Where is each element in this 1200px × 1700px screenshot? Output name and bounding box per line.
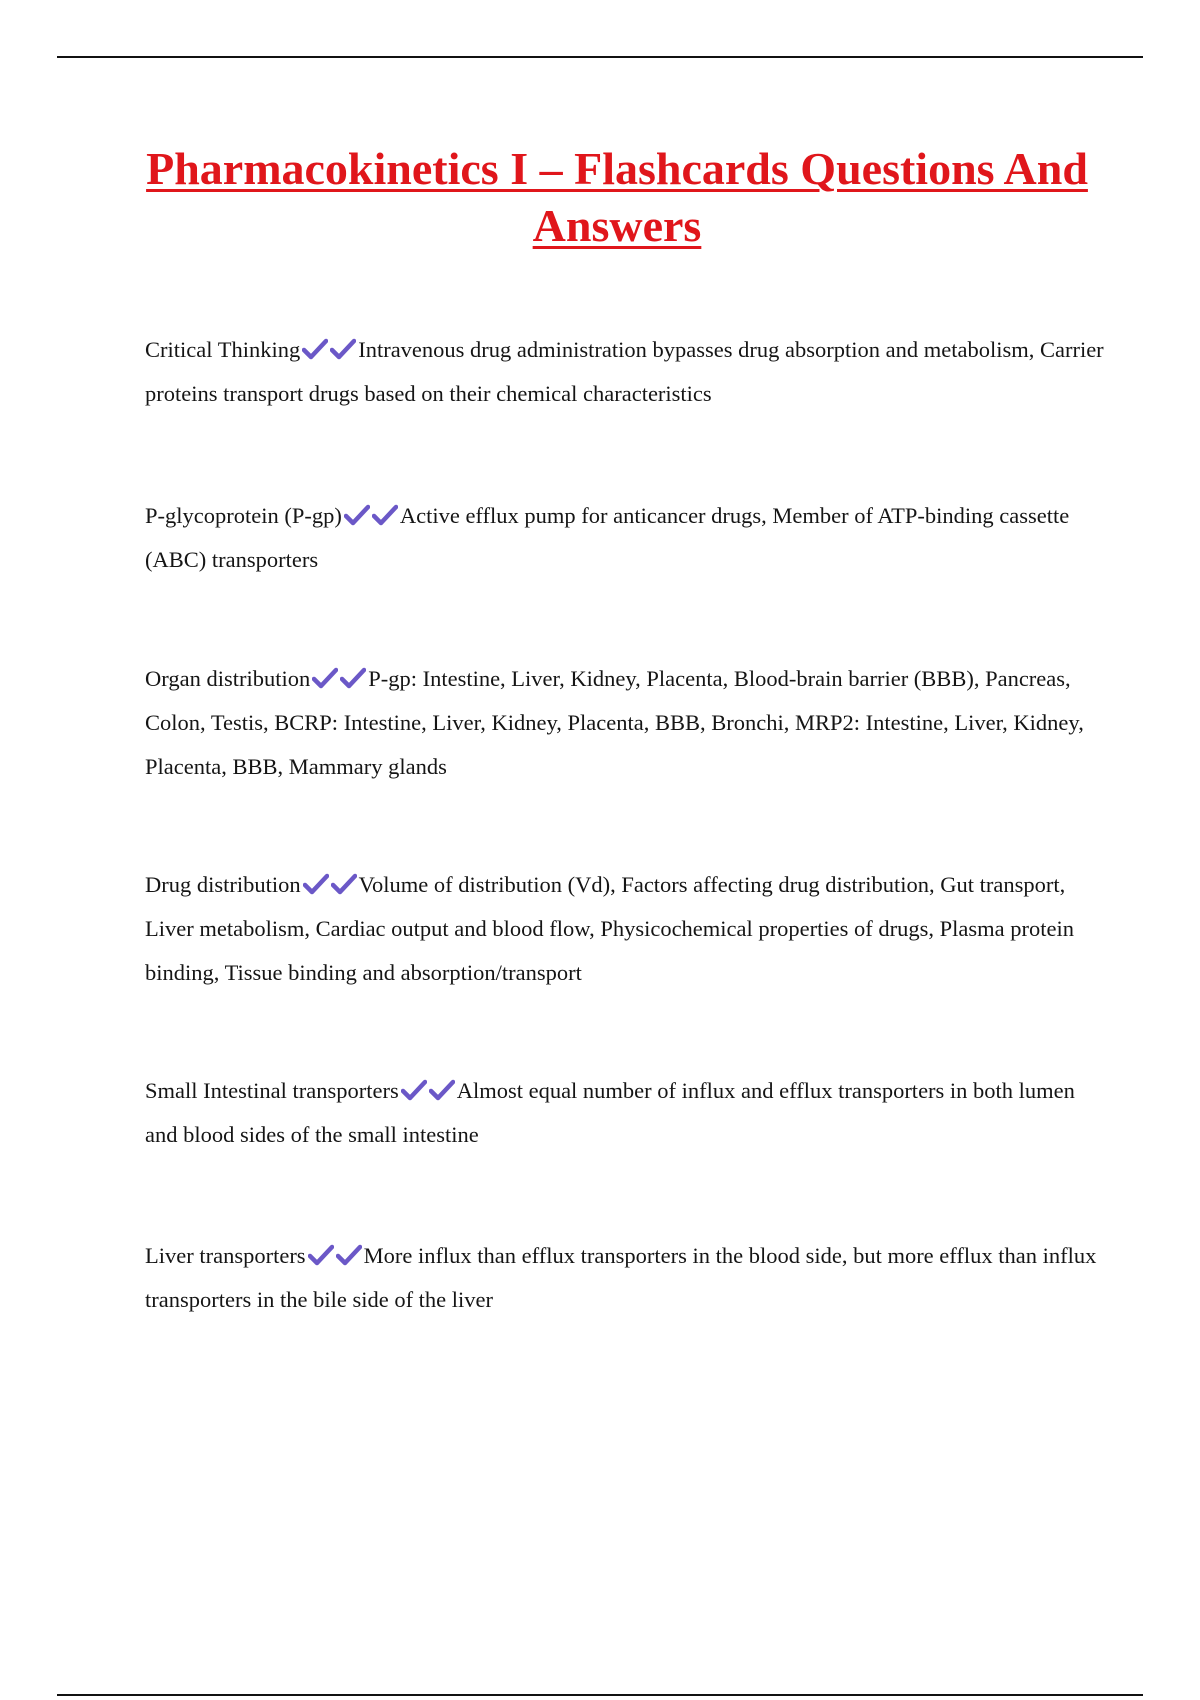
flashcard-question: Organ distribution <box>145 666 311 691</box>
check-icon <box>340 666 366 690</box>
check-icon <box>372 503 398 527</box>
flashcard-answer: More influx than efflux transporters in the blood side, but more efflux than influx transporters in the bile side of the liver <box>145 1243 1097 1312</box>
flashcard-6 <box>145 1234 1105 1322</box>
flashcard-5 <box>145 1069 1105 1157</box>
flashcard-question: P-glycoprotein (P-gp) <box>145 503 342 528</box>
check-icon <box>331 872 357 896</box>
check-icon <box>303 872 329 896</box>
flashcard-1 <box>145 328 1105 416</box>
flashcard-question: Small Intestinal transporters <box>145 1078 399 1103</box>
flashcard-4 <box>145 863 1105 995</box>
check-icon <box>401 1078 427 1102</box>
check-icon <box>336 1243 362 1267</box>
flashcard-answer: Intravenous drug administration bypasses drug absorption and metabolism, Carrier proteins transport drugs based on their chemical characteristics <box>145 337 1104 406</box>
check-icon <box>344 503 370 527</box>
flashcard-2 <box>145 494 1105 582</box>
check-icon <box>308 1243 334 1267</box>
flashcard-question: Drug distribution <box>145 872 301 897</box>
check-icon <box>429 1078 455 1102</box>
bottom-rule <box>57 1694 1143 1696</box>
check-icon <box>312 666 338 690</box>
check-icon <box>302 337 328 361</box>
flashcard-question: Liver transporters <box>145 1243 306 1268</box>
flashcard-3 <box>145 657 1105 789</box>
check-icon <box>330 337 356 361</box>
flashcard-question: Critical Thinking <box>145 337 301 362</box>
flashcard-answer: Active efflux pump for anticancer drugs, Member of ATP-binding cassette (ABC) transporters <box>145 503 1070 572</box>
top-rule <box>57 56 1143 58</box>
flashcard-answer: Volume of distribution (Vd), Factors affecting drug distribution, Gut transport, Liver metabolism, Cardiac output and blood flow, Physicochemical properties of drugs, Plasma protein binding, Tissue binding and absorption/transport <box>145 872 1074 985</box>
flashcard-answer: Almost equal number of influx and efflux transporters in both lumen and blood sides of the small intestine <box>145 1078 1075 1147</box>
flashcard-answer: P-gp: Intestine, Liver, Kidney, Placenta, Blood-brain barrier (BBB), Pancreas, Colon, Testis, BCRP: Intestine, Liver, Kidney, Placenta, BBB, Bronchi, MRP2: Intestine, Liver, Kidney, Placenta, BBB, Mammary glands <box>145 666 1084 779</box>
page-title: Pharmacokinetics I – Flashcards Questions And Answers <box>146 143 1088 251</box>
